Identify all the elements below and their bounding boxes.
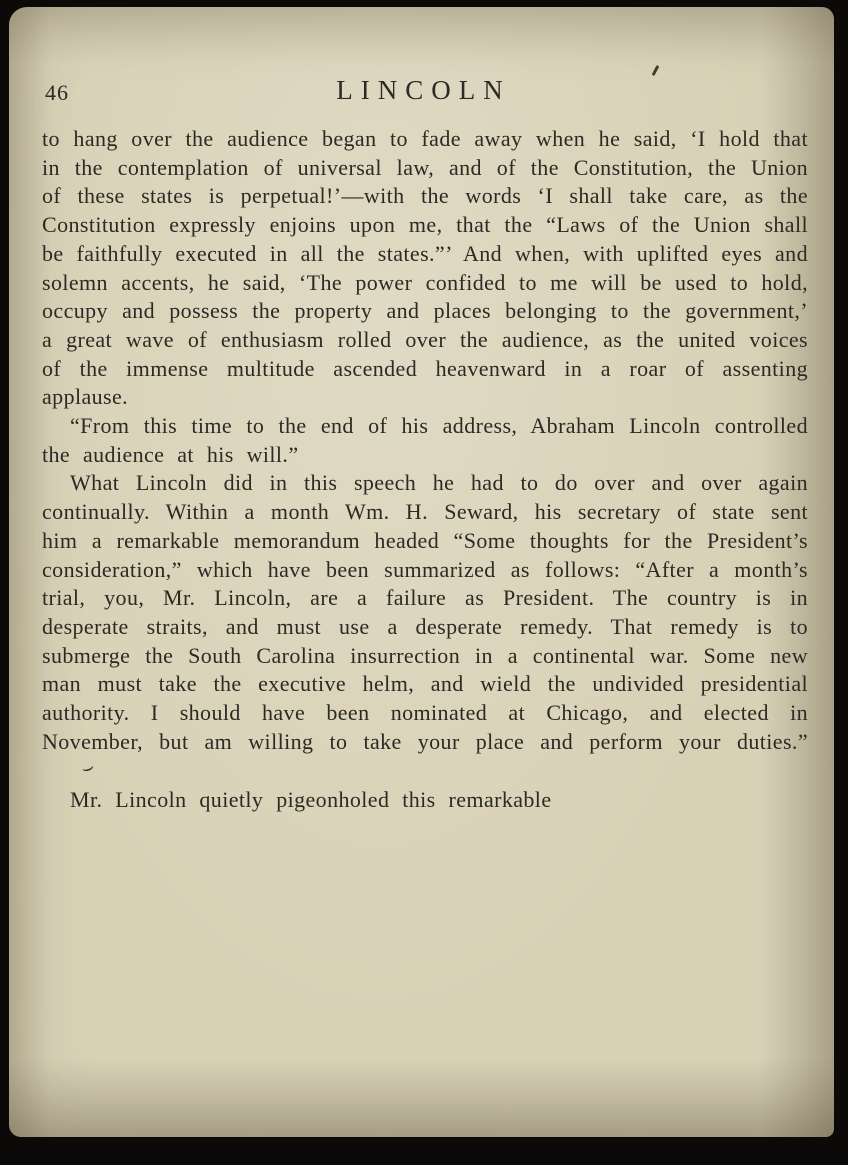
paragraph-text: Mr. Lincoln quietly pigeonholed this remarkable [70, 787, 552, 813]
paragraph [42, 125, 808, 412]
running-title: LINCOLN [336, 75, 511, 105]
paragraph-text: to hang over the audience began to fade away when he said, ‘I hold that in the contemplation of universal law, and of the Constitution, the Union of these states is perpetual!’—with the words ‘I shall take care, as the Constitution expressly enjoins upon me, that the “Laws of the Union shall be faithfully executed in all the states.”’ And when, with uplifted eyes and solemn accents, he said, ‘The power confided to me will be used to hold, occupy and possess the property and places belonging to the government,’ a great wave of enthusiasm rolled over the audience, as the united voices of the immense multitude ascended heavenward in a roar of assenting applause. [42, 126, 808, 410]
paragraph [42, 412, 808, 469]
book-page [9, 7, 834, 1137]
paragraph [42, 469, 808, 786]
paragraph-text: What Lincoln did in this speech he had to do over and over again continually. Within a month Wm. H. Seward, his secretary of state sent him a remarkable memorandum headed “Some thoughts for the President’s consideration,” which have been summarized as follows: “After a month’s trial, you, Mr. Lincoln, are a failure as President. The country is in desperate straits, and must use a desperate remedy. That remedy is to submerge the South Carolina insurrection in a continental war. Some new man must take the executive helm, and wield the undivided presidential authority. I should have been nominated at Chicago, and elected in November, but am willing to take your place and perform your duties.” [42, 470, 808, 754]
paragraph-text: “From this time to the end of his address, Abraham Lincoln controlled the audience at his will.” [42, 413, 808, 467]
pen-mark: ⌣ [78, 755, 98, 781]
page-header [43, 75, 804, 111]
paragraph [42, 786, 808, 815]
page-number: 46 [45, 80, 69, 105]
page-body [42, 125, 808, 815]
